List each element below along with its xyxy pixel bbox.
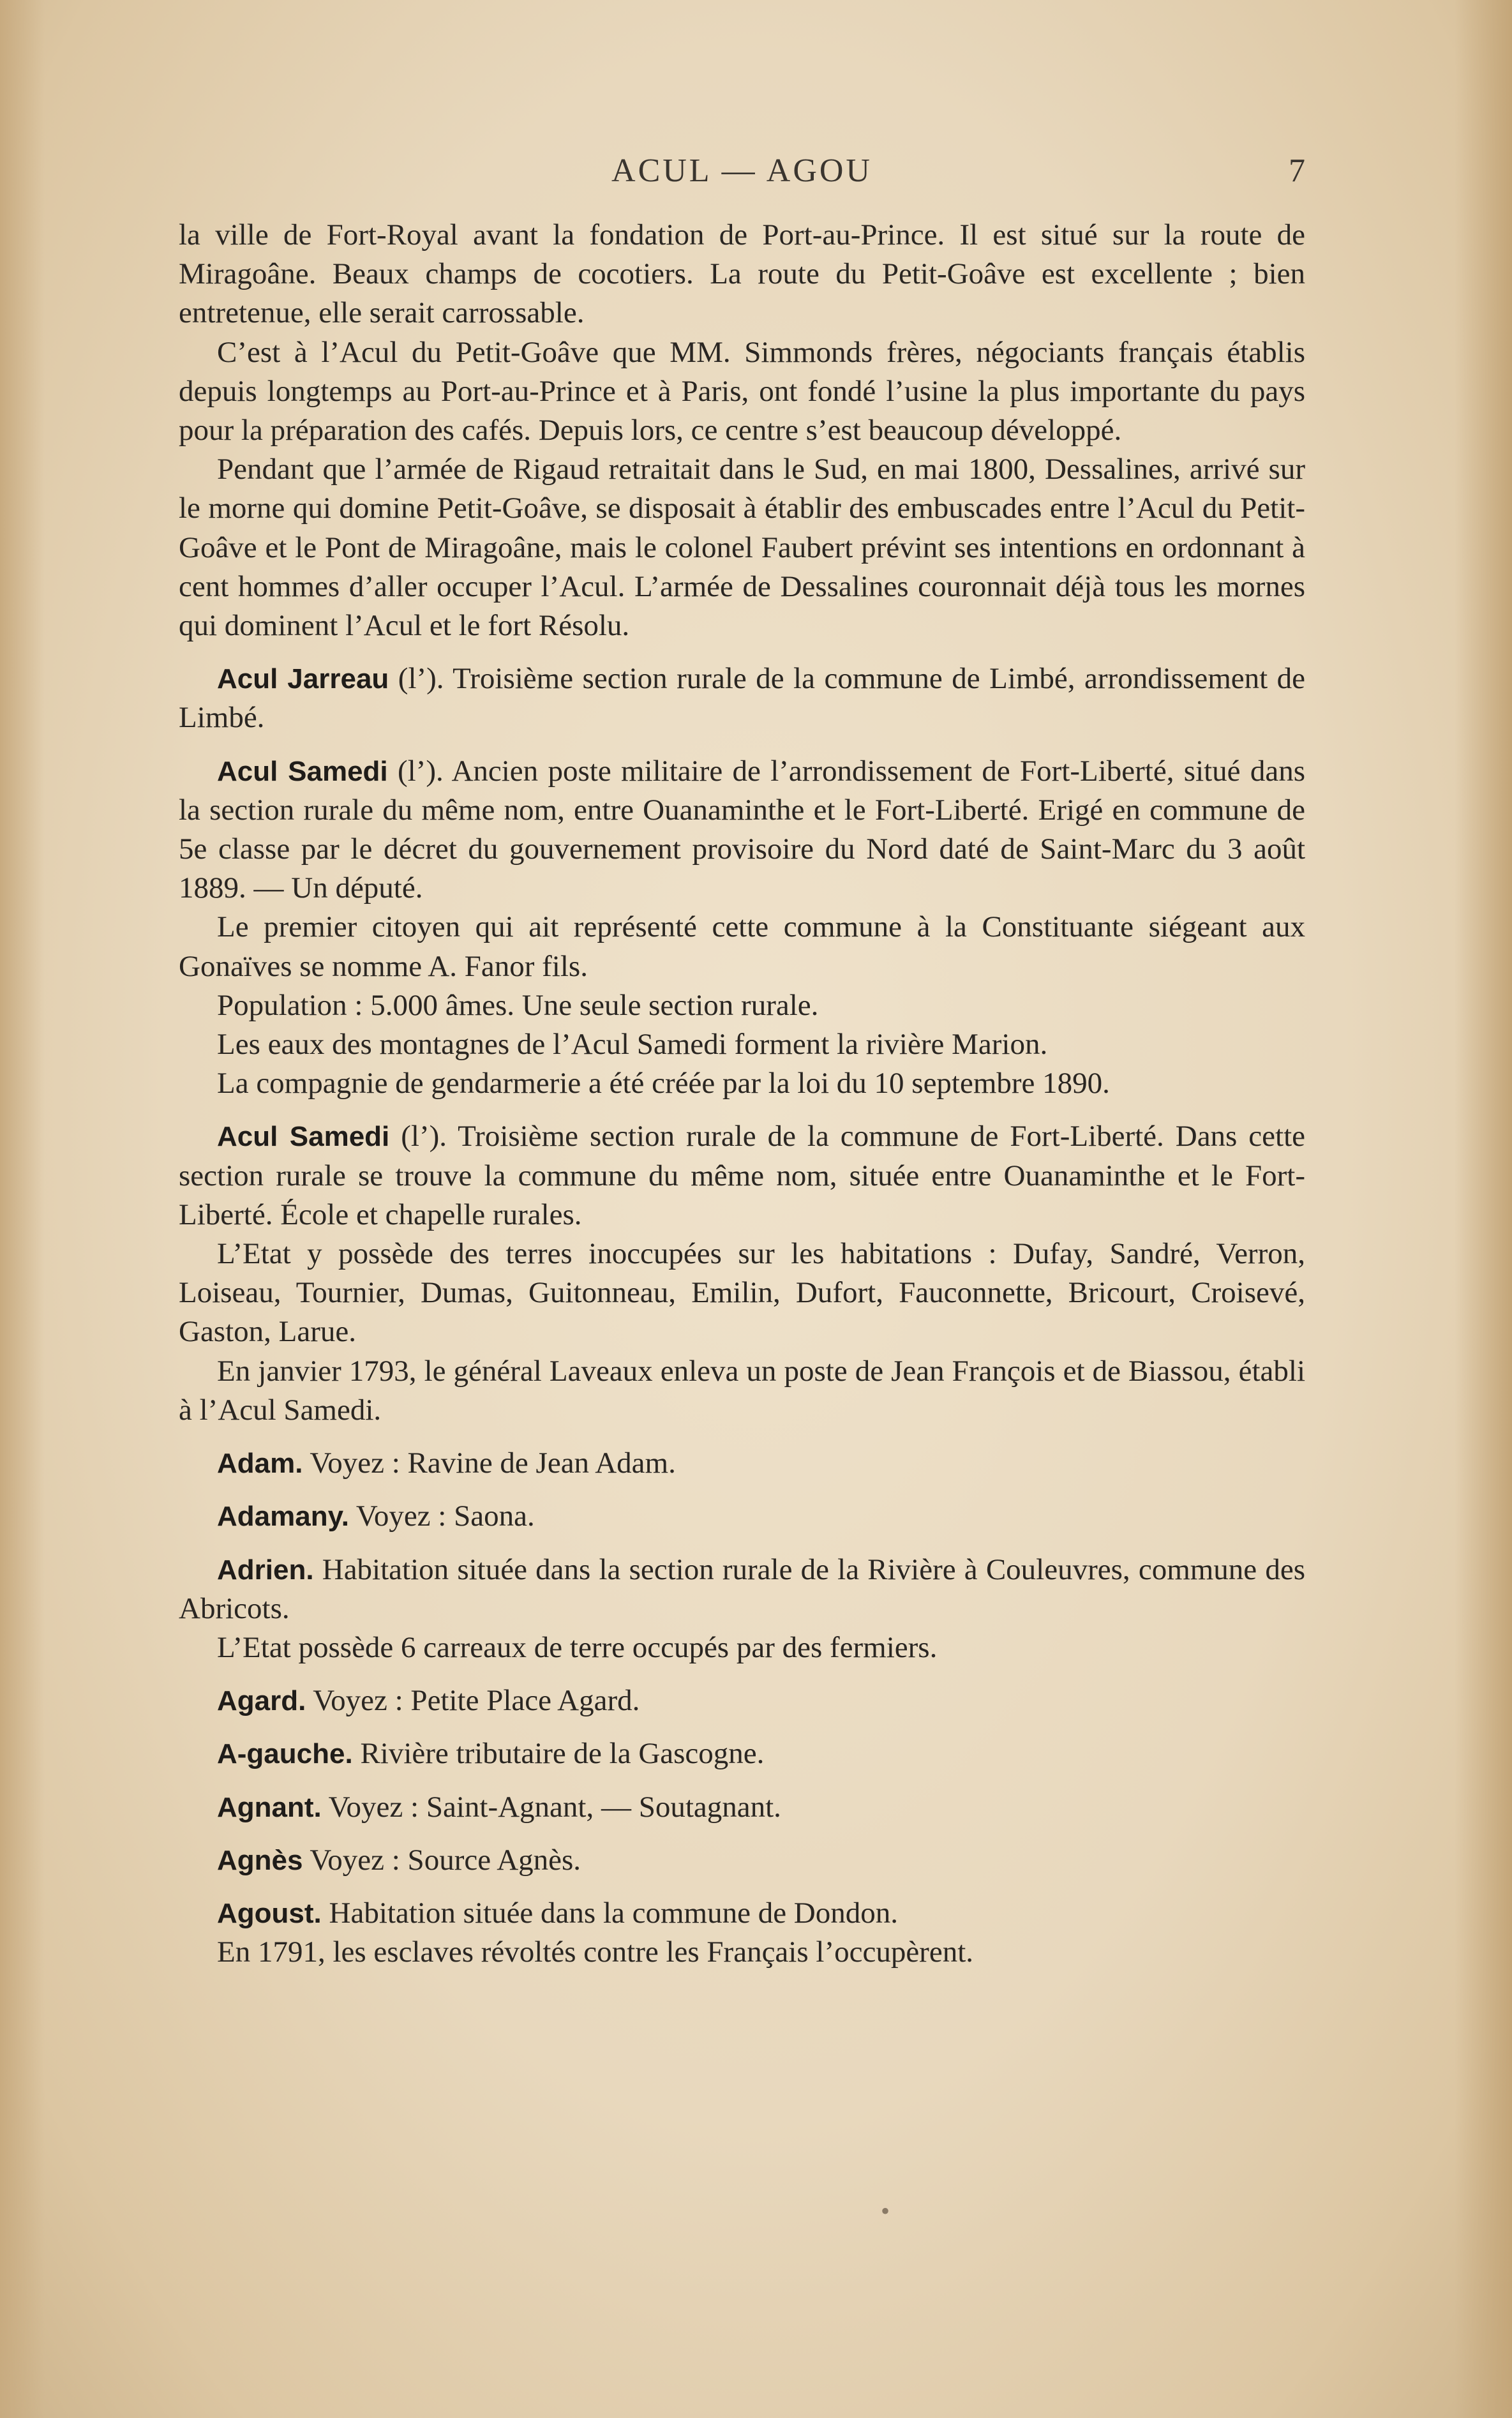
paragraph-text: Voyez : Ravine de Jean Adam. — [303, 1446, 676, 1480]
paragraph-text: En janvier 1793, le général Laveaux enleva un poste de Jean François et de Biassou, établi à l’Acul Samedi. — [179, 1354, 1305, 1427]
paragraph — [179, 1025, 1305, 1064]
paragraph — [179, 1628, 1305, 1667]
paragraph-text: Voyez : Saint-Agnant, — Soutagnant. — [321, 1790, 781, 1824]
entry-term: Acul Jarreau — [217, 663, 389, 695]
entry-term: Adrien. — [217, 1554, 314, 1586]
page-edge-shadow-right — [1455, 0, 1512, 2418]
dictionary-entry — [179, 1444, 1305, 1483]
paragraph-text: L’Etat y possède des terres inoccupées sur les habitations : Dufay, Sandré, Verron, Loiseau, Tournier, Dumas, Guitonneau, Emilin, Dufort, Fauconnette, Bricourt, Croisevé, Gaston, Larue. — [179, 1237, 1305, 1349]
paragraph-text: Population : 5.000 âmes. Une seule section rurale. — [217, 988, 819, 1022]
paragraph-text: Le premier citoyen qui ait représenté cette commune à la Constituante siégeant aux Gonaïves se nomme A. Fanor fils. — [179, 910, 1305, 983]
dictionary-entry — [179, 1734, 1305, 1773]
dictionary-entry — [179, 1894, 1305, 1933]
paragraph-text: Pendant que l’armée de Rigaud retraitait dans le Sud, en mai 1800, Dessalines, arrivé sur le morne qui domine Petit-Goâve, se disposait à établir des embuscades entre l’Acul du Petit-Goâve et le Pont de Miragoâne, mais le colonel Faubert prévint ses intentions en ordonnant à cent hommes d’aller occuper l’Acul. L’armée de Dessalines couronnait déjà tous les mornes qui dominent l’Acul et le fort Résolu. — [179, 453, 1305, 643]
paragraph-text: Voyez : Saona. — [349, 1499, 535, 1533]
paragraph-text: la ville de Fort-Royal avant la fondation de Port-au-Prince. Il est situé sur la route de Miragoâne. Beaux champs de cocotiers. La route du Petit-Goâve est excellente ; bien entretenue, elle serait carrossable. — [179, 218, 1305, 330]
paragraph — [179, 908, 1305, 986]
paragraph — [179, 333, 1305, 451]
entry-term: Adamany. — [217, 1501, 350, 1533]
paragraph — [179, 1064, 1305, 1103]
entry-term: Agnès — [217, 1844, 303, 1876]
paragraph — [179, 1933, 1305, 1972]
paragraph-text: Les eaux des montagnes de l’Acul Samedi forment la rivière Marion. — [217, 1028, 1048, 1062]
entry-term: Agnant. — [217, 1791, 322, 1823]
dictionary-entry — [179, 1117, 1305, 1235]
entry-term: Adam. — [217, 1448, 303, 1480]
page-header — [179, 152, 1305, 203]
paragraph-text: La compagnie de gendarmerie a été créée par la loi du 10 septembre 1890. — [217, 1067, 1110, 1100]
end-ornament: • — [881, 2196, 890, 2225]
entry-term: Agard. — [217, 1685, 306, 1717]
paragraph-text: En 1791, les esclaves révoltés contre les Français l’occupèrent. — [217, 1935, 974, 1969]
paragraph-text: Habitation située dans la commune de Dondon. — [321, 1896, 899, 1930]
dictionary-entry — [179, 1841, 1305, 1880]
paragraph-text: L’Etat possède 6 carreaux de terre occupés par des fermiers. — [217, 1630, 938, 1664]
paragraph — [179, 986, 1305, 1025]
dictionary-entry — [179, 1788, 1305, 1827]
paragraph — [179, 1235, 1305, 1352]
dictionary-entry — [179, 1497, 1305, 1536]
paragraph-text: (l’). Troisième section rurale de la commune de Fort-Liberté. Dans cette section rurale se trouve la commune du même nom, située entre Ouanaminthe et le Fort-Liberté. École et chapelle rurales. — [179, 1120, 1305, 1231]
paragraph — [179, 216, 1305, 333]
paragraph-text: Habitation située dans la section rurale de la Rivière à Couleuvres, commune des Abricots. — [179, 1552, 1305, 1625]
page-edge-shadow-left — [0, 0, 45, 2418]
entry-term: Acul Samedi — [217, 1121, 390, 1153]
dictionary-entry — [179, 752, 1305, 908]
paragraph-text: C’est à l’Acul du Petit-Goâve que MM. Simmonds frères, négociants français établis depuis longtemps au Port-au-Prince et à Paris, ont fondé l’usine la plus importante du pays pour la préparation des cafés. Depuis lors, ce centre s’est beaucoup développé. — [179, 335, 1305, 447]
entry-term: A-gauche. — [217, 1738, 353, 1770]
dictionary-entry — [179, 1681, 1305, 1720]
dictionary-entry — [179, 1551, 1305, 1628]
paragraph — [179, 1352, 1305, 1430]
paragraph-text: (l’). Troisième section rurale de la commune de Limbé, arrondissement de Limbé. — [179, 662, 1306, 735]
paragraph — [179, 450, 1305, 645]
running-title: ACUL — AGOU — [611, 153, 872, 189]
entry-term: Agoust. — [217, 1897, 322, 1929]
paragraph-text: (l’). Ancien poste militaire de l’arrondissement de Fort-Liberté, situé dans la section rurale du même nom, entre Ouanaminthe et le Fort-Liberté. Erigé en commune de 5e classe par le décret du gouvernement provisoire du Nord daté de Saint-Marc du 3 août 1889. — Un député. — [179, 754, 1305, 905]
paragraph-text: Voyez : Source Agnès. — [303, 1843, 581, 1877]
dictionary-entry — [179, 659, 1305, 737]
page-number: 7 — [1289, 153, 1305, 189]
paragraph-text: Rivière tributaire de la Gascogne. — [352, 1737, 765, 1771]
entry-term: Acul Samedi — [217, 755, 388, 787]
page-body — [179, 216, 1305, 1972]
paragraph-text: Voyez : Petite Place Agard. — [306, 1684, 640, 1718]
